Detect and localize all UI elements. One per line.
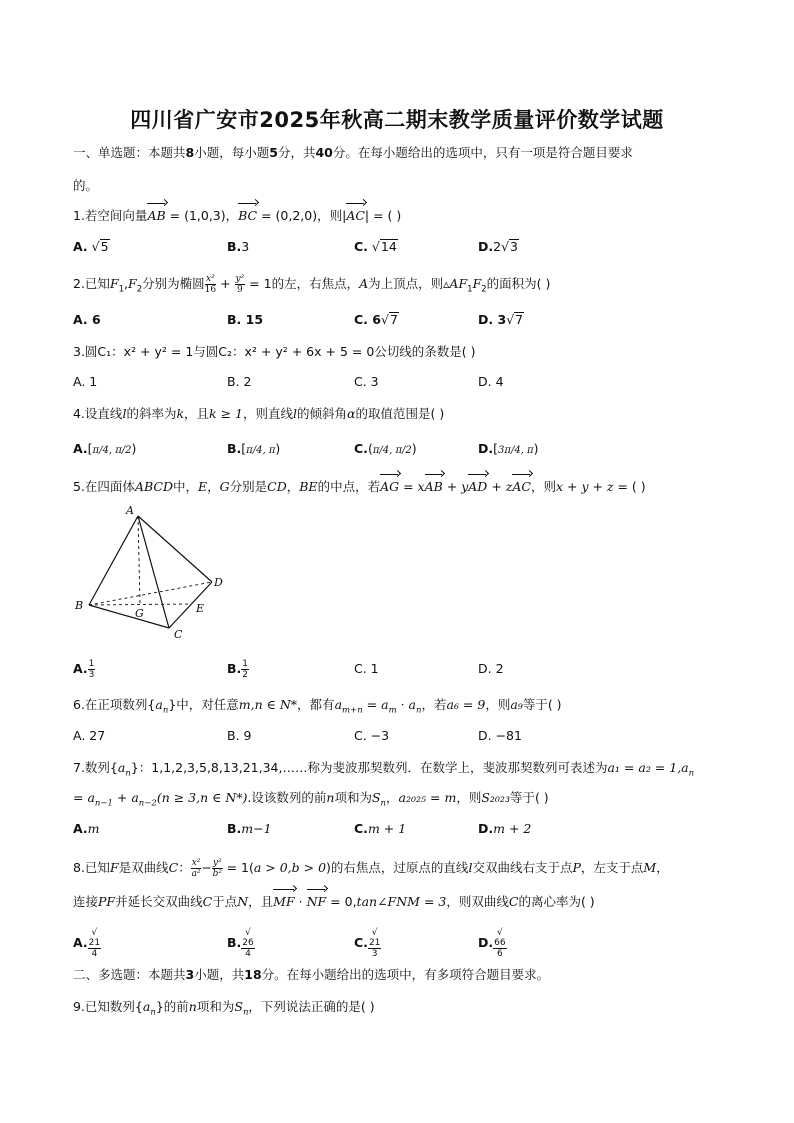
page-title: 四川省广安市2025年秋高二期末教学质量评价数学试题 xyxy=(130,108,664,132)
option-c[interactable]: C. 3 xyxy=(354,374,379,389)
label-e: E xyxy=(196,602,205,615)
edge-ad xyxy=(138,516,212,582)
segment-ag xyxy=(138,516,140,604)
option-a[interactable]: A. √5 xyxy=(73,239,109,254)
section2-intro: 二、多选题：本题共3小题，共18分。在每小题给出的选项中，有多项符合题目要求。 xyxy=(73,967,550,982)
option-d[interactable]: D. √ 66 6 xyxy=(478,928,506,959)
question-1-options xyxy=(73,236,733,258)
label-g: G xyxy=(135,607,144,620)
option-d[interactable]: D.2√3 xyxy=(478,239,518,254)
option-d[interactable]: D. 2 xyxy=(478,661,504,676)
option-b[interactable]: B. 15 xyxy=(227,312,264,327)
question-6: 6.在正项数列$\{a_n\}$中，对任意m,n ∈ N*，都有$a_{m+n} = a_m \cdot a_n$，若a₆ = 9，则a₉等于( ) xyxy=(73,697,562,716)
option-c[interactable]: C. −3 xyxy=(354,728,390,743)
option-d[interactable]: D. 4 xyxy=(478,374,504,389)
option-d[interactable]: D. 3√7 xyxy=(478,312,524,327)
option-a[interactable]: A. √ 21 4 xyxy=(73,928,101,959)
option-a[interactable]: A.[π/4, π/2) xyxy=(73,441,137,456)
question-8-options xyxy=(73,928,733,959)
question-5: 5.在四面体ABCD中，E，G分别是CD，BE的中点，若AG = xAB + yAD + zAC，则x + y + z = ( ) xyxy=(73,477,733,497)
option-d[interactable]: D.[3π/4, π) xyxy=(478,441,539,456)
option-a[interactable]: A. 27 xyxy=(73,728,106,743)
option-c[interactable]: C.(π/4, π/2) xyxy=(354,441,417,456)
question-7-line1: 7.数列$\{a_n\}$：1,1,2,3,5,8,13,21,34,……称为斐波那契数列．在数学上，斐波那契数列可表述为$a_1 = a_2 = 1,a_n$ xyxy=(73,760,695,779)
question-3-options xyxy=(73,371,733,393)
section1-intro: 一、单选题：本题共8小题，每小题5分，共40分。在每小题给出的选项中，只有一项是符合题目要求 xyxy=(73,145,633,160)
label-d: D xyxy=(214,576,223,589)
segment-be xyxy=(89,604,191,605)
option-b[interactable]: B. 2 xyxy=(227,374,252,389)
option-a[interactable]: A. $\frac{1}{3}$ xyxy=(73,659,95,680)
label-c: C xyxy=(174,628,183,641)
question-3: 3.圆C₁：x² + y² = 1与圆C₂：x² + y² + 6x + 5 = 0公切线的条数是( ) xyxy=(73,344,476,359)
question-7-options xyxy=(73,818,733,840)
option-d[interactable]: D.m + 2 xyxy=(478,821,532,836)
question-9: 9.已知数列$\{a_n\}$的前n项和为$S_n$，下列说法正确的是( ) xyxy=(73,999,375,1018)
option-b[interactable]: B.[π/4, π) xyxy=(227,441,281,456)
option-c[interactable]: C. 6√7 xyxy=(354,312,398,327)
tetrahedron-figure xyxy=(70,500,240,645)
option-d[interactable]: D. −81 xyxy=(478,728,522,743)
option-c[interactable]: C. √ 21 3 xyxy=(354,928,381,959)
option-c[interactable]: C. 1 xyxy=(354,661,379,676)
edge-bc xyxy=(89,605,169,628)
option-a[interactable]: A. 6 xyxy=(73,312,101,327)
question-6-options xyxy=(73,725,733,747)
option-a[interactable]: A.m xyxy=(73,821,100,836)
question-2: 2.已知$F_1,F_2$分别为椭圆 $\frac{\text{x²}}{16}$ + $\frac{\text{y²}}{9}$ = 1的左，右焦点，A为上顶点，则$▵AF_1F_2$的面积为( ) xyxy=(73,274,551,295)
edge-ab xyxy=(89,516,138,605)
question-4-options xyxy=(73,438,733,460)
question-1: 1.若空间向量AB = (1,0,3)，BC = (0,2,0)，则|AC| = ( ) xyxy=(73,206,733,226)
option-b[interactable]: B. √ 26 4 xyxy=(227,928,254,959)
option-a[interactable]: A. 1 xyxy=(73,374,98,389)
label-b: B xyxy=(75,599,84,612)
question-8-line2: 连接PF并延长交双曲线C于点N，且MF · NF = 0,tan∠FNM = 3，则双曲线C的离心率为( ) xyxy=(73,892,733,912)
option-b[interactable]: B.m−1 xyxy=(227,821,272,836)
question-7-line2: = $a_{n-1} + a_{n-2}(n \ge 3,n$ ∈ N*).设该数列的前n项和为$S_n$，a₂₀₂₅ = m，则S₂₀₂₃等于( ) xyxy=(73,790,549,809)
option-b[interactable]: B. $\frac{1}{2}$ xyxy=(227,659,249,680)
question-8-line1: 8.已知F是双曲线C： $\frac{\text{x²}}{\text{a²}}$ − $\frac{\text{y²}}{\text{b²}}$ = 1(a > 0,b > 0)的右焦点，过原点的直线l交双曲线右支于点P，左支于点M， xyxy=(73,858,669,879)
question-2-options xyxy=(73,309,733,331)
option-b[interactable]: B.3 xyxy=(227,239,250,254)
label-a: A xyxy=(126,504,134,517)
section1-intro-line2: 的。 xyxy=(73,178,99,193)
question-4: 4.设直线l的斜率为k，且k ≥ 1，则直线l的倾斜角α的取值范围是( ) xyxy=(73,406,445,421)
question-5-options xyxy=(73,658,733,680)
option-b[interactable]: B. 9 xyxy=(227,728,252,743)
option-c[interactable]: C.m + 1 xyxy=(354,821,407,836)
edge-cd xyxy=(169,582,212,628)
option-c[interactable]: C. √14 xyxy=(354,239,397,254)
